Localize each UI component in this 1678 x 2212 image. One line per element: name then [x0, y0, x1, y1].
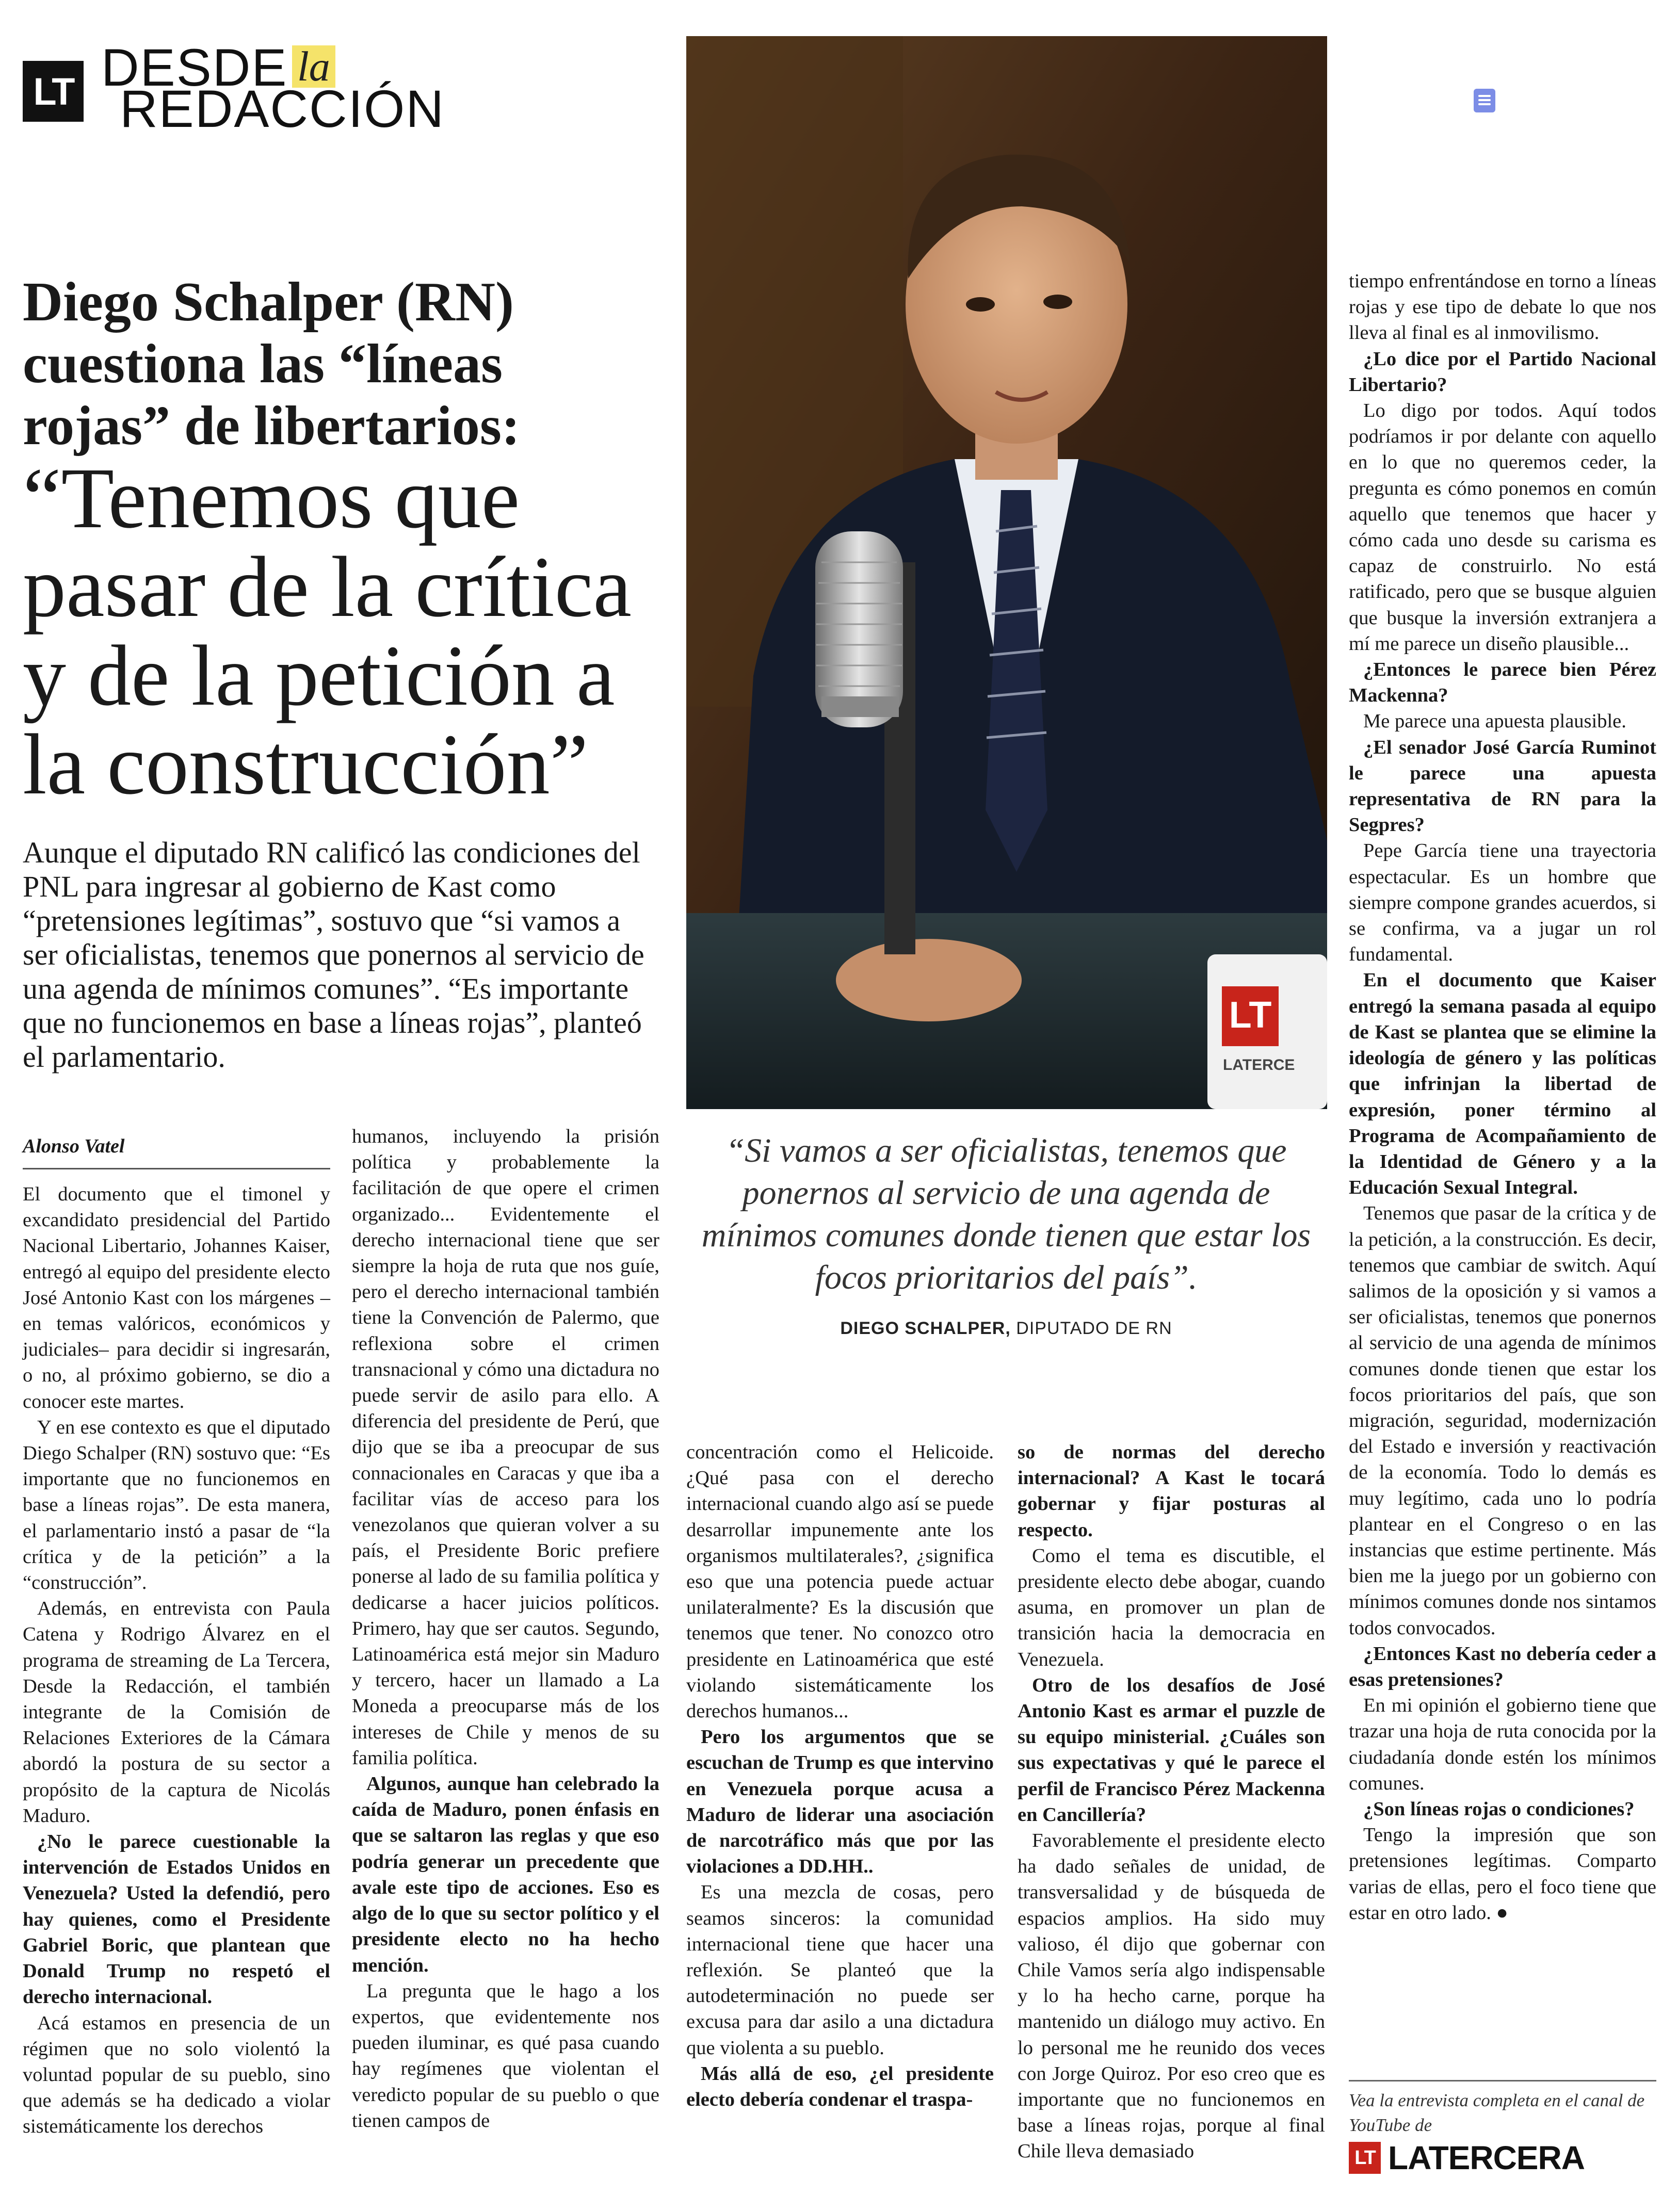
body-paragraph: Es una mezcla de cosas, pero seamos sinceros: la comunidad internacional tiene que hacer una reflexión. Se planteó que la autodeterminación no puede ser excusa para dar asilo a una dictadura que violenta a su pueblo. [686, 1881, 994, 2059]
question-paragraph: ¿Entonces le parece bien Pérez Mackenna? [1349, 659, 1656, 707]
body-paragraph: El documento que el timonel y excandidato presidencial del Partido Nacional Libertario, Johannes Kaiser, entregó al equipo del presidente electo José Antonio Kast con los márgenes –en temas valóricos, económicos y judiciales– para decidir si ingresarán, o no, al próximo gobierno, se dio a conocer este martes. [23, 1183, 330, 1412]
section-title-la: la [292, 45, 335, 88]
article-column-3 [686, 1439, 994, 2112]
article-column-2 [352, 1124, 659, 2134]
question-paragraph: Más allá de eso, ¿el presidente electo debería condenar el traspa- [686, 2062, 994, 2111]
question-paragraph: ¿Son líneas rojas o condiciones? [1363, 1798, 1635, 1820]
article-column-4 [1018, 1439, 1325, 2165]
body-paragraph: tiempo enfrentándose en torno a líneas rojas y ese tipo de debate lo que nos lleva al final es al inmovilismo. [1349, 270, 1656, 344]
footer-note: Vea la entrevista completa en el canal de YouTube de [1349, 2090, 1645, 2135]
lead-paragraph: Aunque el diputado RN calificó las condiciones del PNL para ingresar al gobierno de Kast como “pretensiones legítimas”, sostuvo que “si vamos a ser oficialistas, tenemos que ponernos al servicio de una agenda de mínimos comunes”. “Es importante que no funcionemos en base a líneas rojas”, planteó el parlamentario. [23, 836, 644, 1074]
body-paragraph: Pepe García tiene una trayectoria espectacular. Es un hombre que siempre compone grandes acuerdos, si se confirma, va a jugar un rol fundamental. [1349, 840, 1656, 966]
headline-kicker: Diego Schalper (RN) cuestiona las “líneas rojas” de libertarios: [23, 271, 520, 457]
pull-quote-name: DIEGO SCHALPER, [840, 1319, 1011, 1338]
mug-text: LATERCE [1223, 1056, 1295, 1074]
body-paragraph: Lo digo por todos. Aquí todos podríamos ir por delante con aquello en lo que no queremos ceder, la pregunta es cómo ponemos en común aquello que tenemos que hacer y cómo cada uno desde su carisma es capaz de construirlo. No está ratificado, pero que se busque alguien que busque la inversión extranjera a mí me parece un diseño plausible... [1349, 400, 1656, 655]
la-tercera-logo[interactable]: LT [1349, 2142, 1381, 2174]
body-paragraph: Tenemos que pasar de la crítica y de la petición, a la construcción. Es decir, tenemos que cambiar de switch. Aquí salimos de la oposición y si vamos a ser oficialistas, tenemos que ponernos al servicio de una agenda de mínimos comunes donde tienen que estar los focos prioritarios del país, que son migración, seguridad, modernización del Estado e inversión y reactivación de la economía. Todo lo demás es muy legítimo, cada uno lo podría plantear en el Congreso o en las instancias que estime pertinente. Más bien me la juego por un gobierno con mínimos comunes donde nos sintamos todos convocados. [1349, 1202, 1656, 1639]
question-paragraph: so de normas del derecho internacional? A Kast le tocará gobernar y fijar posturas al respecto. [1018, 1441, 1325, 1541]
pull-quote-role: DIPUTADO DE RN [1016, 1319, 1172, 1338]
body-paragraph: Y en ese contexto es que el diputado Diego Schalper (RN) sostuvo que: “Es importante que no funcionemos en base a líneas rojas”. De esta manera, el parlamentario instó a pasar de “la crítica y de la petición” a la “construcción”. [23, 1416, 330, 1594]
la-tercera-brand[interactable]: LATERCERA [1388, 2139, 1585, 2176]
body-paragraph: Favorablemente el presidente electo ha dado señales de unidad, de transversalidad y de búsqueda de espacios amplios. Ha sido muy valioso, él dijo que gobernar con Chile Vamos sería algo indispensable y lo ha hecho carne, porque ha mantenido un diálogo muy activo. En lo personal me he reunido dos veces con Jorge Quiroz. Por eso creo que es importante que no funcionemos en base a líneas rojas, porque al final Chile lleva demasiado [1018, 1830, 1325, 2162]
question-paragraph: ¿El senador José García Ruminot le parece una apuesta representativa de RN para la Segpres? [1349, 736, 1656, 836]
body-paragraph: Me parece una apuesta plausible. [1363, 710, 1626, 733]
article-column-1 [23, 1181, 330, 2140]
comment-icon[interactable] [1474, 89, 1495, 112]
byline-divider [23, 1168, 330, 1169]
section-title-line1: DESDE [101, 38, 288, 97]
body-paragraph: Tengo la impresión que son pretensiones legítimas. Comparto varias de ellas, pero el foco tiene que estar en otro lado. ● [1349, 1824, 1656, 1924]
body-paragraph: concentración como el Helicoide. ¿Qué pasa con el derecho internacional cuando algo así se puede desarrollar impunemente ante los organismos multilaterales?, ¿significa eso que una potencia puede actuar unilateralmente? Es la discusión que tenemos que tener. No conozco otro presidente en Latinoamérica que esté violando sistemáticamente los derechos humanos... [686, 1441, 994, 1722]
interview-photo [686, 36, 1327, 1109]
article-column-5 [1349, 268, 1656, 1926]
question-paragraph: ¿No le parece cuestionable la intervención de Estados Unidos en Venezuela? Usted la defendió, pero hay quienes, como el Presidente Gabriel Boric, que plantean que Donald Trump no respetó el derecho internacional. [23, 1831, 330, 2008]
body-paragraph: Además, en entrevista con Paula Catena y Rodrigo Álvarez en el programa de streaming de La Tercera, Desde la Redacción, el también integrante de la Comisión de Relaciones Exteriores de la Cámara abordó la postura de su sector a propósito de la captura de Nicolás Maduro. [23, 1598, 330, 1827]
question-paragraph: En el documento que Kaiser entregó la semana pasada al equipo de Kast se plantea que se elimine la ideología de género y las políticas que infrinjan la libertad de expresión, poner término al Programa de Acompañamiento de la Identidad de Género y a la Educación Sexual Integral. [1349, 969, 1656, 1199]
pull-quote-credit [686, 1319, 1326, 1339]
byline: Alonso Vatel [23, 1135, 125, 1157]
body-paragraph: En mi opinión el gobierno tiene que trazar una hoja de ruta conocida por la ciudadanía donde estén los mínimos comunes. [1349, 1695, 1656, 1794]
pull-quote: “Si vamos a ser oficialistas, tenemos que ponernos al servicio de una agenda de mínimos comunes donde tienen que estar los focos prioritarios del país”. [701, 1132, 1311, 1296]
question-paragraph: Pero los argumentos que se escuchan de Trump es que intervino en Venezuela porque acusa a Maduro de liderar una asociación de narcotráfico más que por las violaciones a DD.HH.. [686, 1726, 994, 1878]
section-title-line2: REDACCIÓN [120, 79, 445, 138]
section-logo: LT [23, 61, 84, 122]
headline-main: “Tenemos que pasar de la crítica y de la petición a la construcción” [23, 450, 632, 812]
body-paragraph: Acá estamos en presencia de un régimen que no solo violentó la voluntad popular de su pueblo, sino que además se ha dedicado a violar sistemáticamente los derechos [23, 2012, 330, 2138]
body-paragraph: Como el tema es discutible, el presidente electo debe abogar, cuando asuma, en promover un plan de transición hacia la democracia en Venezuela. [1018, 1544, 1325, 1670]
question-paragraph: Algunos, aunque han celebrado la caída de Maduro, ponen énfasis en que se saltaron las reglas y que eso podría generar un precedente que avale este tipo de acciones. Eso es algo de lo que su sector político y el presidente electo no ha hecho mención. [352, 1773, 659, 1976]
question-paragraph: Otro de los desafíos de José Antonio Kast es armar el puzzle de su equipo ministerial. ¿Cuáles son sus expectativas y qué le parece el perfil de Francisco Pérez Mackenna en Cancillería? [1018, 1674, 1325, 1826]
body-paragraph: humanos, incluyendo la prisión política y probablemente la facilitación de que opere el crimen organizado... Evidentemente el derecho internacional tiene que ser siempre la hoja de ruta que nos guíe, pero el derecho internacional también tiene la Convención de Palermo, que reflexiona sobre el crimen transnacional y cómo una dictadura no puede servir de asilo para ello. A diferencia del presidente de Perú, que dijo que se iba a preocupar de sus connacionales en Caracas y que iba a facilitar vías de acceso para los venezolanos que quieran volver a su país, el Presidente Boric prefiere ponerse al lado de su familia política y dedicarse a hacer juicios políticos. Primero, hay que ser cautos. Segundo, Latinoamérica está mejor sin Maduro y tercero, hacer un llamado a La Moneda a preocuparse más de los intereses de Chile y menos de su familia política. [352, 1126, 659, 1769]
mug-logo: LT [1229, 995, 1272, 1036]
question-paragraph: ¿Entonces Kast no debería ceder a esas pretensiones? [1349, 1642, 1656, 1690]
question-paragraph: ¿Lo dice por el Partido Nacional Libertario? [1349, 348, 1656, 396]
footer-divider [1349, 2080, 1656, 2081]
body-paragraph: La pregunta que le hago a los expertos, que evidentemente nos pueden iluminar, es qué pasa cuando hay regímenes que violentan el veredicto popular de su pueblo o que tienen campos de [352, 1980, 659, 2132]
